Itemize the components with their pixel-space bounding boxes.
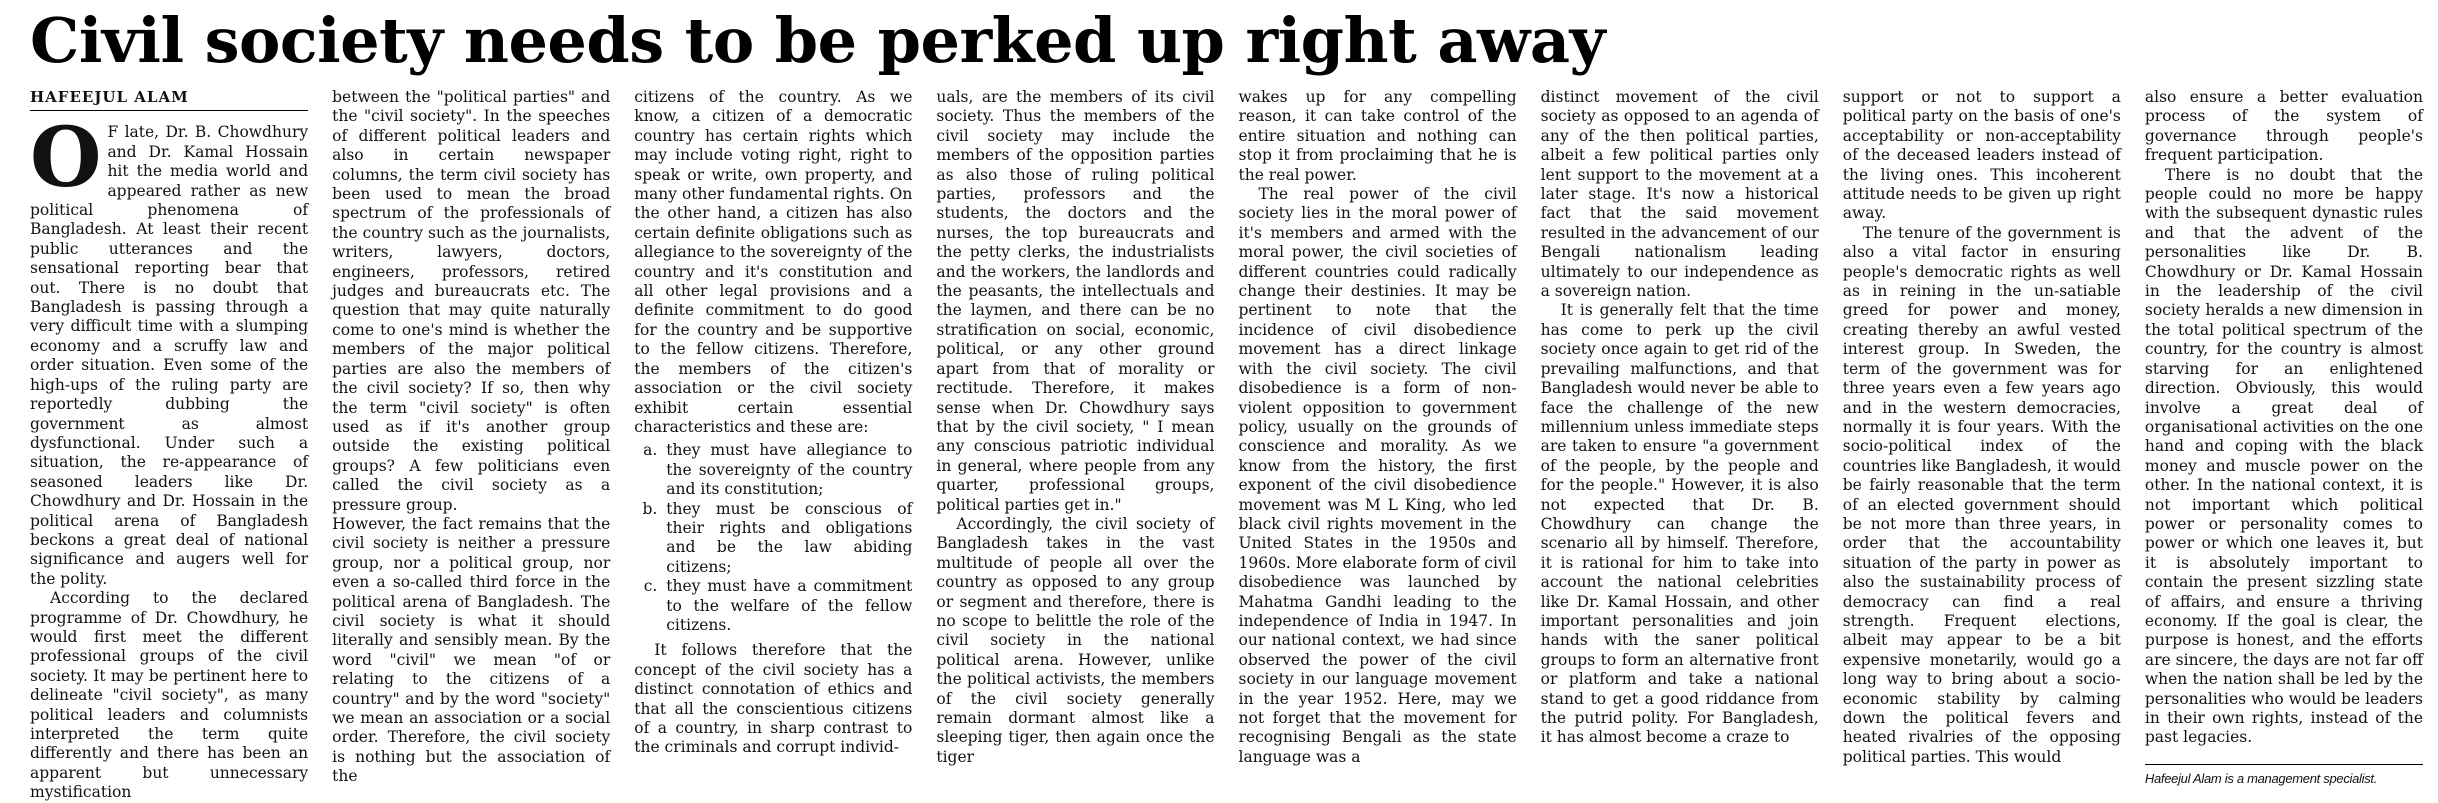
- paragraph: also ensure a better evaluation process of the system of governance through people's frequent participation.: [2144, 88, 2423, 165]
- column-7: [1843, 88, 2121, 803]
- paragraph: distinct movement of the civil society as opposed to an agenda of any of the then political parties, albeit a few political parties only lent support to the movement at a later stage. It's now a historical fact that the said movement resulted in the advancement of our Bengali nationalism leading ultimately to our independence as a sovereign nation.: [1540, 88, 1819, 301]
- article-body: [30, 88, 2423, 802]
- drop-cap: O: [30, 110, 102, 207]
- paragraph: According to the declared programme of Dr. Chowdhury, he would first meet the different professional groups of the civil society. It may be pertinent here to delineate "civil society", as many political leaders and columnists interpreted the term quite differently and there has been an apparent but unnecessary mystification: [30, 589, 309, 802]
- paragraph-text: F late, Dr. B. Chowdhury and Dr. Kamal Hossain hit the media world and appeared rather as new political phenomena of Bangladesh. At least their recent public utterances and the sensational reporting bear that out. There is no doubt that Bangladesh is passing through a very difficult time with a slumping economy and a scruffy law and order situation. Even some of the high-ups of the ruling party are reportedly dubbing the government as almost dysfunctional. Under such a situation, the re-appearance of seasoned leaders like Dr. Chowdhury and Dr. Hossain in the political arena of Bangladesh beckons a great deal of national significance and augers well for the polity.: [30, 123, 309, 588]
- paragraph: citizens of the country. As we know, a citizen of a democratic country has certain rights which may include voting right, right to speak or write, own property, and many other fundamental rights. On the other hand, a citizen has also certain definite obligations such as allegiance to the sovereignty of the country and it's constitution and all other legal provisions and a definite commitment to do good for the country and be supportive to the fellow citizens. Therefore, the members of the citizen's association or the civil society exhibit certain essential characteristics and these are:: [634, 88, 913, 436]
- paragraph: It follows therefore that the concept of the civil society has a distinct connotation of ethics and that all the conscientious citizens of a country, in sharp contrast to the criminals and corrupt individ-: [634, 641, 913, 757]
- column-5: [1239, 88, 1517, 803]
- paragraph: The real power of the civil society lies in the moral power of it's members and armed with the moral power, the civil societies of different countries could radically change their destinies. It may be pertinent to note that the incidence of civil disobedience movement has a direct linkage with the civil society. The civil disobedience is a form of non-violent opposition to government policy, usually on the grounds of conscience and morality. As we know from the history, the first exponent of the civil disobedience movement was M L King, who led black civil rights movement in the United States in the 1950s and 1960s. More elaborate form of civil disobedience was launched by Mahatma Gandhi leading to the independence of India in 1947. In our national context, we had since observed the power of the civil society in our language movement in the year 1952. Here, may we not forget that the movement for recognising Bengali as the state language was a: [1238, 185, 1517, 766]
- paragraph: uals, are the members of its civil society. Thus the members of the civil society may include the members of the opposition parties as also those of ruling political parties, professors and the students, the doctors and the nurses, the top bureaucrats and the petty clerks, the industrialists and the workers, the landlords and the peasants, the intellectuals and the laymen, and there can be no stratification on social, economic, political, or any other ground apart from that of morality or rectitude. Therefore, it makes sense when Dr. Chowdhury says that by the civil society, " I mean any conscious patriotic individual in general, where people from any quarter, professional groups, political parties get in.": [936, 88, 1215, 514]
- column-4: [936, 88, 1214, 803]
- paragraph: [30, 110, 309, 589]
- author-note-rule: [2145, 764, 2423, 788]
- paragraph: The tenure of the government is also a vital factor in ensuring people's democratic rights as well as in reining in the un-satiable greed for power and money, creating thereby an awful vested interest group. In Sweden, the term of the government was for three years even a few years ago and in the western democracies, normally it is four years. With the socio-political index of the countries like Bangladesh, it would be fairly reasonable that the term of an elected government should be not more than three years, in order that the accountability situation of the party in power as also the sustainability process of democracy can find a real strength. Frequent elections, albeit may appear to be a bit expensive monetarily, would go a long way to bring about a socio-economic stability by calming down the political fevers and heated rivalries of the opposing political parties. This would: [1842, 223, 2121, 766]
- byline: HAFEEJUL ALAM: [30, 88, 308, 111]
- list-item: b. they must be conscious of their rights and obligations and be the law abiding citizens;: [662, 500, 912, 578]
- column-3: [634, 88, 912, 803]
- paragraph: However, the fact remains that the civil society is neither a pressure group, nor a political group, nor even a so-called third force in the political arena of Bangladesh. The civil society is what it should literally and sensibly mean. By the word "civil" we mean "of or relating to the citizens of a country" and by the word "society" we mean an association or a social order. Therefore, the civil society is nothing but the association of the: [332, 514, 611, 786]
- paragraph: wakes up for any compelling reason, it can take control of the entire situation and nothing can stop it from proclaiming that he is the real power.: [1238, 88, 1517, 184]
- headline: Civil society needs to be perked up right away: [30, 4, 1606, 77]
- paragraph: between the "political parties" and the "civil society". In the speeches of different political leaders and also in certain newspaper columns, the term civil society has been used to mean the broad spectrum of the professionals of the country such as the journalists, writers, lawyers, doctors, engineers, professors, retired judges and bureaucrats etc. The question that may quite naturally come to one's mind is whether the members of the major political parties are also the members of the civil society? If so, then why the term "civil society" is often used as if it's another group outside the existing political groups? A few politicians even called the civil society as a pressure group.: [332, 88, 611, 514]
- column-6: [1541, 88, 1819, 803]
- column-8: [2145, 88, 2423, 803]
- characteristics-list: [634, 441, 912, 635]
- column-2: [332, 88, 610, 803]
- column-1: [30, 88, 308, 803]
- paragraph: support or not to support a political party on the basis of one's acceptability or non-acceptability of the deceased leaders instead of the living ones. This incoherent attitude needs to be given up right away.: [1842, 88, 2121, 223]
- paragraph: It is generally felt that the time has come to perk up the civil society once again to get rid of the prevailing malfunctions, and that Bangladesh would never be able to face the challenge of the new millennium unless immediate steps are taken to ensure "a government of the people, by the people and for the people." However, it is also not expected that Dr. B. Chowdhury can change the scenario all by himself. Therefore, it is rational for him to take into account the national celebrities like Dr. Kamal Hossain, and other important personalities and join hands with the saner political groups to form an alternative front or platform and take a national stand to get a good riddance from the putrid polity. For Bangladesh, it has almost become a craze to: [1540, 301, 1819, 747]
- paragraph: Accordingly, the civil society of Bangladesh takes in the vast multitude of people all over the country as opposed to any group or segment and therefore, there is no scope to belittle the role of the civil society in the national political arena. However, unlike the political activists, the members of the civil society generally remain dormant almost like a sleeping tiger, then again once the tiger: [936, 514, 1215, 766]
- paragraph: There is no doubt that the people could no more be happy with the subsequent dynastic rules and that the advent of the personalities like Dr. B. Chowdhury or Dr. Kamal Hossain in the leadership of the civil society heralds a new dimension in the total political spectrum of the country, for the country is almost starving for an enlightened direction. Obviously, this would involve a great deal of organisational activities on the one hand and coping with the black money and muscle power on the other. In the national context, it is not important which political power or personality comes to power or which one leaves it, but it is absolutely important to contain the present sizzling state of affairs, and ensure a thriving economy. If the goal is clear, the purpose is honest, and the efforts are sincere, the days are not far off when the nation shall be led by the personalities who would be leaders in their own rights, instead of the past legacies.: [2144, 165, 2423, 747]
- list-item: c. they must have a commitment to the welfare of the fellow citizens.: [662, 577, 912, 635]
- list-item: a. they must have allegiance to the sovereignty of the country and its constitution;: [662, 441, 912, 499]
- author-note: Hafeejul Alam is a management specialist.: [2144, 770, 2378, 786]
